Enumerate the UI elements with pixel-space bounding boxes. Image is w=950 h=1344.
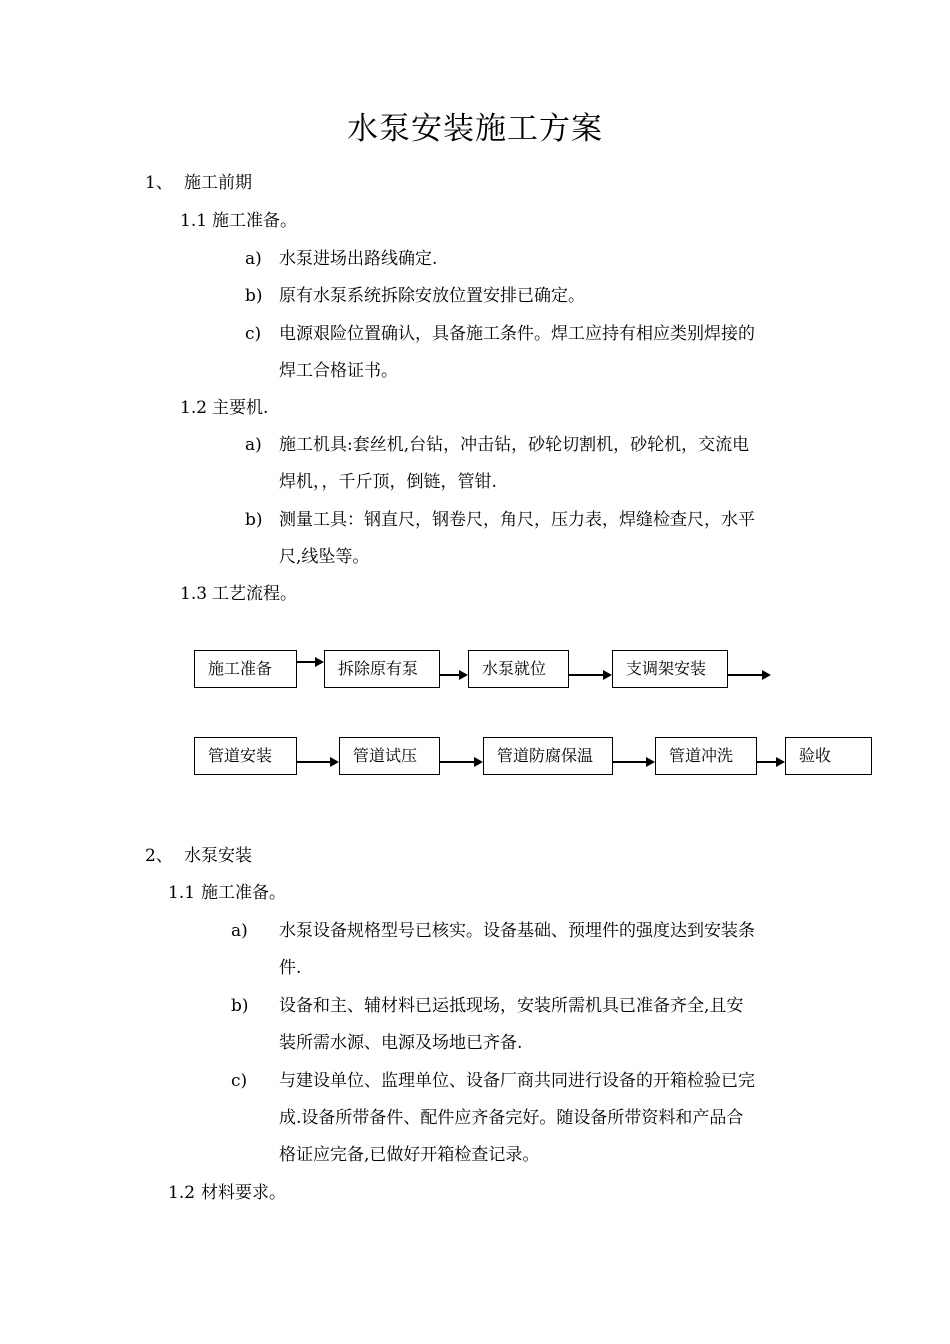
flow-arrow	[757, 761, 783, 763]
list-marker: b)	[245, 286, 263, 306]
list-marker: b)	[245, 510, 263, 530]
list-item-text: 测量工具：钢直尺，钢卷尺，角尺，压力表，焊缝检查尺，水平	[279, 510, 755, 530]
section-2-heading: 水泵安装	[184, 846, 252, 866]
flow-step-box: 管道防腐保温	[483, 737, 613, 775]
list-item-text: 装所需水源、电源及场地已齐备.	[279, 1033, 523, 1053]
flow-step-box: 拆除原有泵	[324, 650, 440, 688]
flow-step-box: 验收	[785, 737, 872, 775]
flow-step-box: 水泵就位	[468, 650, 569, 688]
section-2-number: 2、	[145, 846, 173, 866]
list-marker: a)	[245, 435, 262, 455]
subsection-2-2-heading: 材料要求。	[201, 1183, 286, 1203]
flow-step-box: 支调架安装	[612, 650, 728, 688]
list-marker: c)	[231, 1071, 248, 1091]
subsection-1-3-number: 1.3	[180, 584, 208, 604]
list-item-text: 水泵进场出路线确定.	[279, 249, 438, 269]
list-item-text: 格证应完备,已做好开箱检查记录。	[279, 1145, 540, 1165]
subsection-2-2-number: 1.2	[168, 1183, 196, 1203]
section-1-heading: 施工前期	[184, 173, 252, 193]
flow-arrow	[440, 761, 481, 763]
subsection-1-1-heading: 施工准备。	[212, 211, 297, 231]
list-marker: c)	[245, 324, 262, 344]
subsection-1-3-heading: 工艺流程。	[212, 584, 297, 604]
list-item-text: 施工机具:套丝机,台钻，冲击钻，砂轮切割机，砂轮机，交流电	[279, 435, 750, 455]
flow-step-box: 管道安装	[194, 737, 297, 775]
flow-arrow	[297, 661, 322, 663]
flow-arrow	[613, 761, 653, 763]
flow-arrow	[569, 674, 610, 676]
list-marker: b)	[231, 996, 249, 1016]
list-item-text: 尺,线坠等。	[279, 547, 370, 567]
section-1-number: 1、	[145, 173, 173, 193]
list-item-text: 与建设单位、监理单位、设备厂商共同进行设备的开箱检验已完	[279, 1071, 755, 1091]
flow-arrow	[728, 674, 769, 676]
list-item-text: 水泵设备规格型号已核实。设备基础、预埋件的强度达到安装条	[279, 921, 755, 941]
list-marker: a)	[245, 249, 262, 269]
flow-arrow	[297, 761, 337, 763]
subsection-1-2-heading: 主要机.	[212, 398, 269, 418]
subsection-1-1-number: 1.1	[180, 211, 208, 231]
flow-step-box: 管道冲洗	[655, 737, 757, 775]
flow-step-box: 施工准备	[194, 650, 297, 688]
list-item-text: 设备和主、辅材料已运抵现场，安装所需机具已准备齐全,且安	[279, 996, 744, 1016]
list-item-text: 件.	[279, 958, 302, 978]
page-title: 水泵安装施工方案	[347, 111, 603, 147]
flow-step-box: 管道试压	[339, 737, 440, 775]
list-item-text: 焊工合格证书。	[279, 361, 398, 381]
flow-arrow	[440, 674, 466, 676]
subsection-2-1-number: 1.1	[168, 883, 196, 903]
subsection-1-2-number: 1.2	[180, 398, 208, 418]
list-item-text: 原有水泵系统拆除安放位置安排已确定。	[279, 286, 585, 306]
list-marker: a)	[231, 921, 248, 941]
subsection-2-1-heading: 施工准备。	[201, 883, 286, 903]
list-item-text: 焊机，，千斤顶，倒链，管钳.	[279, 472, 497, 492]
list-item-text: 成.设备所带备件、配件应齐备完好。随设备所带资料和产品合	[279, 1108, 744, 1128]
list-item-text: 电源艰险位置确认，具备施工条件。焊工应持有相应类别焊接的	[279, 324, 755, 344]
